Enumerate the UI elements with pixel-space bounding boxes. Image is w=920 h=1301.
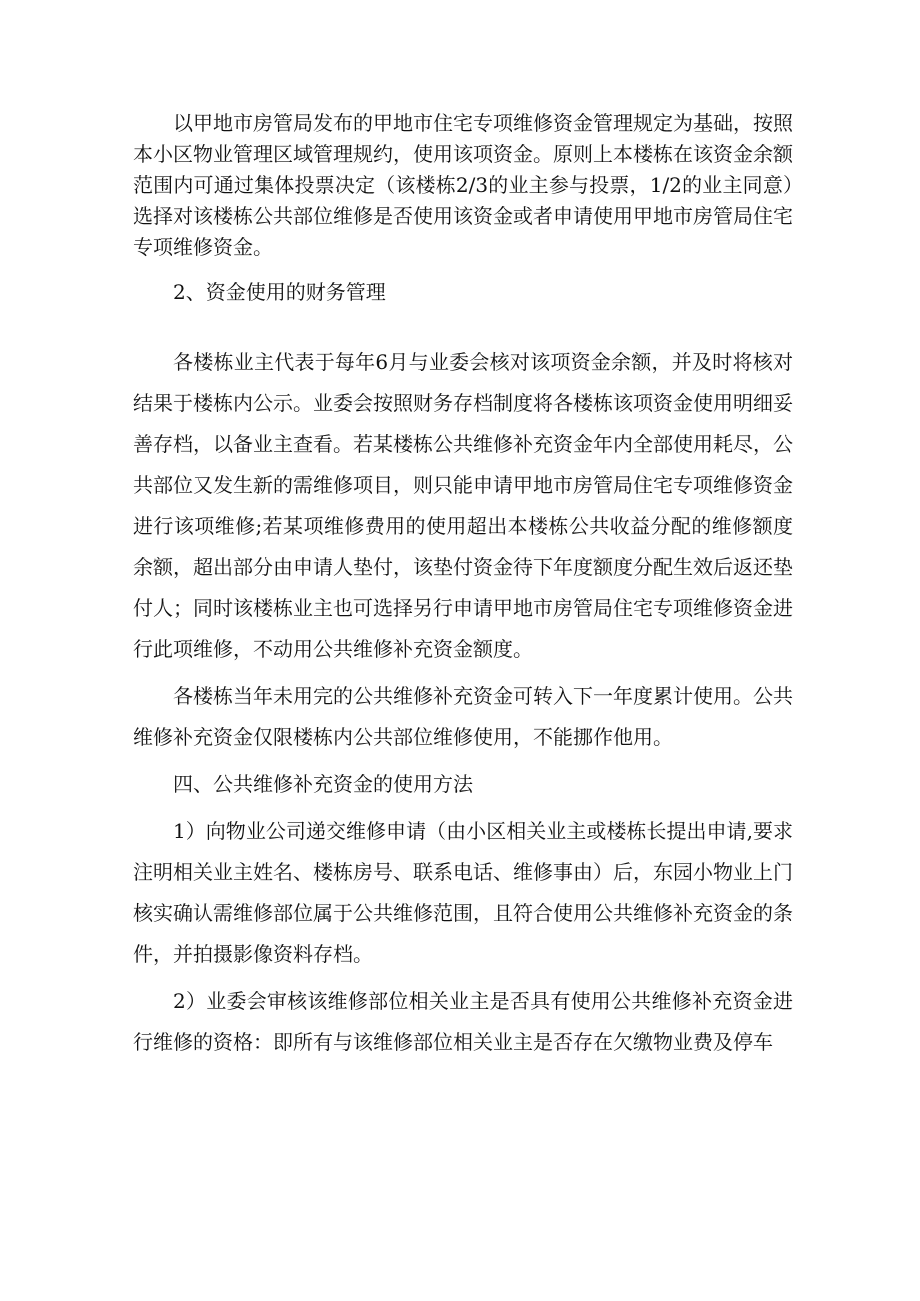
paragraph-step-1: 1）向物业公司递交维修申请（由小区相关业主或楼栋长提出申请,要求注明相关业主姓名、楼栋房号、联系电话、维修事由）后，东园小物业上门核实确认需维修部位属于公共维修范围，且符合使用公共维修补充资金的条件，并拍摄影像资料存档。 [133, 819, 793, 966]
section-heading-usage-method: 四、公共维修补充资金的使用方法 [173, 772, 473, 796]
paragraph-carry-over: 各楼栋当年未用完的公共维修补充资金可转入下一年度累计使用。公共维修补充资金仅限楼栋内公共部位维修使用，不能挪作他用。 [133, 684, 793, 749]
paragraph-step-2: 2）业委会审核该维修部位相关业主是否具有使用公共维修补充资金进行维修的资格：即所有与该维修部位相关业主是否存在欠缴物业费及停车 [133, 989, 793, 1054]
paragraph-financial-management: 各楼栋业主代表于每年6月与业委会核对该项资金余额，并及时将核对结果于楼栋内公示。业委会按照财务存档制度将各楼栋该项资金使用明细妥善存档，以备业主查看。若某楼栋公共维修补充资金年内全部使用耗尽，公共部位又发生新的需维修项目，则只能申请甲地市房管局住宅专项维修资金进行该项维修;若某项维修费用的使用超出本楼栋公共收益分配的维修额度余额，超出部分由申请人垫付，该垫付资金待下年度额度分配生效后返还垫付人；同时该楼栋业主也可选择另行申请甲地市房管局住宅专项维修资金进行此项维修，不动用公共维修补充资金额度。 [133, 350, 793, 661]
paragraph-fund-usage-rules: 以甲地市房管局发布的甲地市住宅专项维修资金管理规定为基础，按照本小区物业管理区域管理规约，使用该项资金。原则上本楼栋在该资金余额范围内可通过集体投票决定（该楼栋2/3的业主参与投票，1/2的业主同意）选择对该楼栋公共部位维修是否使用该资金或者申请使用甲地市房管局住宅专项维修资金。 [133, 111, 793, 259]
document-page [133, 108, 793, 1063]
section-heading-financial-management: 2、资金使用的财务管理 [173, 280, 386, 304]
